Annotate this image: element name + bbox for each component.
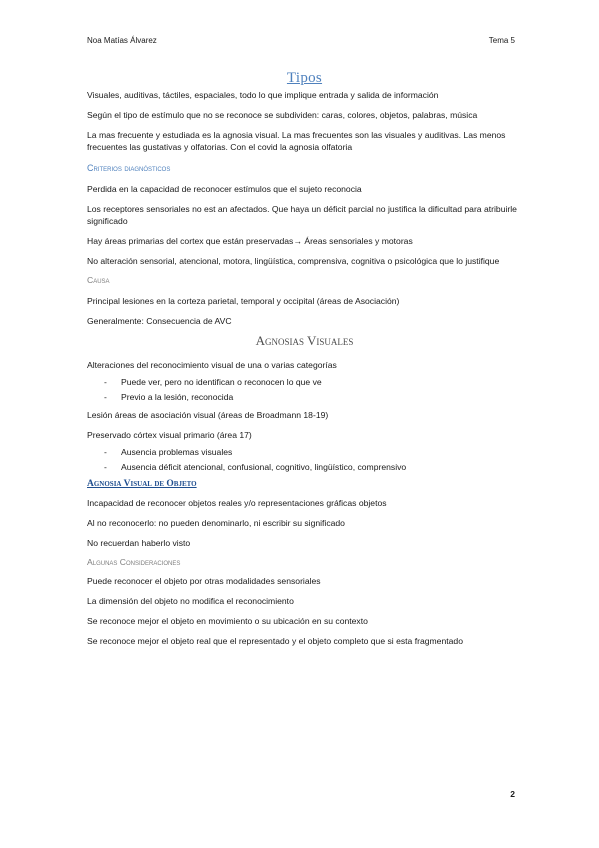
agnosia-objeto-heading: Agnosia Visual de Objeto bbox=[87, 479, 197, 489]
consideracion-item: La dimensión del objeto no modifica el reconocimiento bbox=[87, 596, 294, 606]
consideracion-item: Puede reconocer el objeto por otras modalidades sensoriales bbox=[87, 576, 321, 586]
intro-paragraph: Según el tipo de estímulo que no se reconoce se subdividen: caras, colores, objetos, palabras, música bbox=[87, 110, 478, 120]
consideracion-item: Se reconoce mejor el objeto real que el representado y el objeto completo que si esta fragmentado bbox=[87, 636, 463, 646]
page-content bbox=[87, 70, 522, 655]
criterio-item: Hay áreas primarias del cortex que están preservadas→ Áreas sensoriales y motoras bbox=[87, 236, 413, 246]
objeto-item: Incapacidad de reconocer objetos reales y/o representaciones gráficas objetos bbox=[87, 498, 387, 508]
list-item: - Previo a la lesión, reconocida bbox=[104, 392, 234, 402]
list-item: - Ausencia problemas visuales bbox=[104, 447, 233, 457]
objeto-item: Al no reconocerlo: no pueden denominarlo, ni escribir su significado bbox=[87, 518, 345, 528]
criterios-heading: Criterios diagnósticos bbox=[87, 163, 171, 173]
header-topic: Tema 5 bbox=[488, 36, 515, 45]
intro-paragraph: Visuales, auditivas, táctiles, espaciales, todo lo que implique entrada y salida de información bbox=[87, 90, 439, 100]
header-author: Noa Matías Álvarez bbox=[87, 36, 157, 45]
agnosias-paragraph: Lesión áreas de asociación visual (áreas de Broadmann 18-19) bbox=[87, 410, 329, 420]
causa-item: Generalmente: Consecuencia de AVC bbox=[87, 316, 232, 326]
page-number: 2 bbox=[510, 789, 515, 799]
list-item: - Puede ver, pero no identifican o reconocen lo que ve bbox=[104, 377, 322, 387]
causa-heading: Causa bbox=[87, 275, 110, 285]
agnosias-paragraph: Alteraciones del reconocimiento visual de una o varias categorías bbox=[87, 360, 337, 370]
objeto-item: No recuerdan haberlo visto bbox=[87, 538, 191, 548]
agnosias-paragraph: Preservado córtex visual primario (área 17) bbox=[87, 430, 252, 440]
agnosias-visuales-heading: Agnosias Visuales bbox=[255, 333, 354, 348]
intro-paragraph: La mas frecuente y estudiada es la agnosia visual. La mas frecuentes son las visuales y auditivas. Las menos frecuentes las gustativas y olfatorias. Con el covid la agnosia olfatoria bbox=[87, 130, 506, 152]
consideracion-item: Se reconoce mejor el objeto en movimiento o su ubicación en su contexto bbox=[87, 616, 368, 626]
agnosias-list bbox=[87, 375, 522, 405]
causa-item: Principal lesiones en la corteza parietal, temporal y occipital (áreas de Asociación) bbox=[87, 296, 400, 306]
consideraciones-heading: Algunas Consideraciones bbox=[87, 557, 181, 567]
list-item: - Ausencia déficit atencional, confusional, cognitivo, lingüístico, comprensivo bbox=[104, 462, 407, 472]
criterio-item: No alteración sensorial, atencional, motora, lingüística, comprensiva, cognitiva o psicológica que lo justifique bbox=[87, 256, 500, 266]
agnosias-list bbox=[87, 445, 522, 475]
criterio-item: Los receptores sensoriales no est an afectados. Que haya un déficit parcial no justifica la dificultad para atribuirle significado bbox=[87, 204, 517, 226]
criterio-item: Perdida en la capacidad de reconocer estímulos que el sujeto reconocia bbox=[87, 184, 362, 194]
page-title: Tipos bbox=[286, 70, 323, 86]
